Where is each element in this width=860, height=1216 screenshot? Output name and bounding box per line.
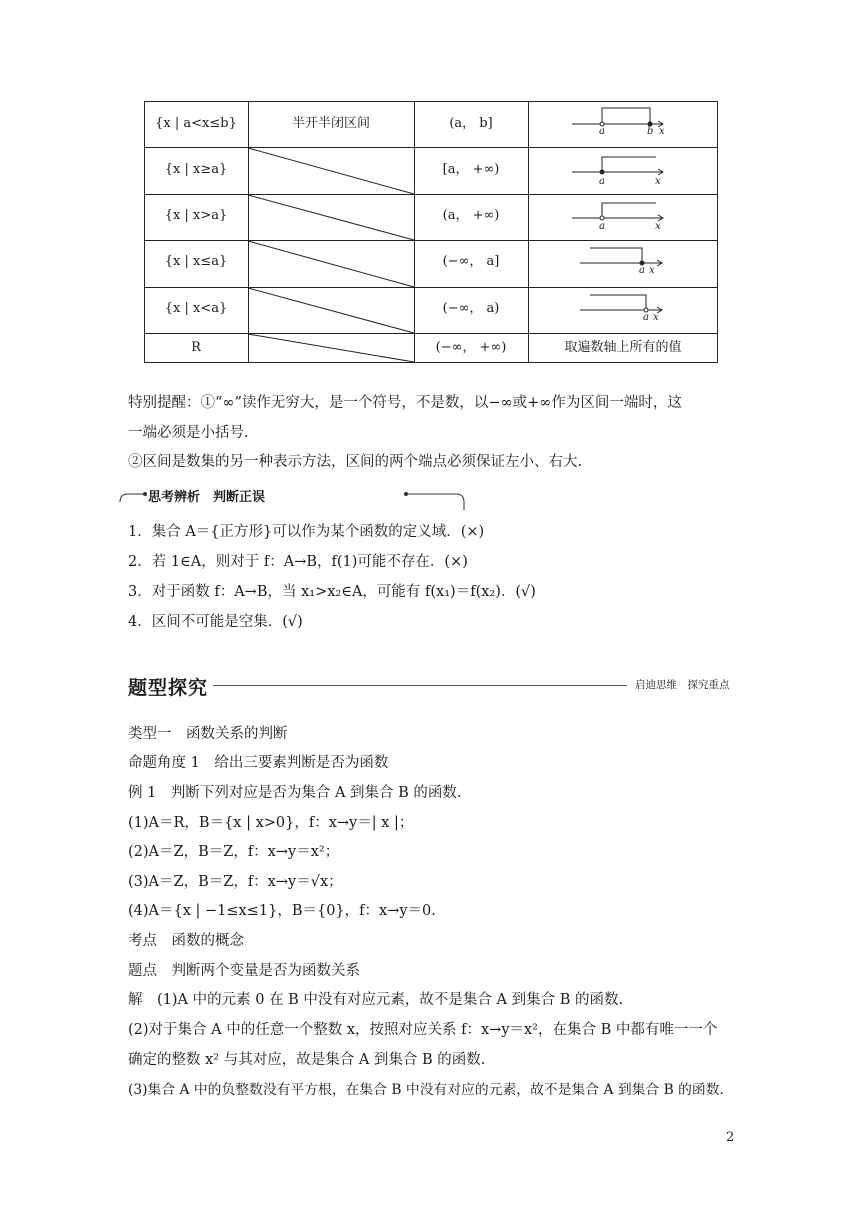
solution-2b: 确定的整数 x² 与其对应，故是集合 A 到集合 B 的函数. <box>128 1052 486 1068</box>
reminder-line-2: 一端必须是小括号. <box>128 425 249 441</box>
interval-name: 半开半闭区间 <box>291 116 370 131</box>
angle-heading: 命题角度 1 给出三要素判断是否为函数 <box>128 755 389 771</box>
graph-label: x <box>655 221 661 232</box>
section-subtitle: 启迪思维 探究重点 <box>635 679 730 691</box>
think-item: 2．若 1∈A，则对于 f：A→B，f(1)可能不存在．(×) <box>128 554 468 570</box>
set-notation: {x | a<x≤b} <box>155 116 237 131</box>
section-rule <box>213 685 627 686</box>
interval-notation: (−∞， a) <box>442 301 500 316</box>
solution-2a: (2)对于集合 A 中的任意一个整数 x，按照对应关系 f：x→y＝x²，在集合 B 中都有唯一一个 <box>128 1022 718 1038</box>
set-notation: R <box>191 340 201 355</box>
question-2: (2)A＝Z，B＝Z，f：x→y＝x²； <box>128 844 340 860</box>
interval-notation: [a， +∞) <box>442 162 500 177</box>
reminder-line-3: ②区间是数集的另一种表示方法，区间的两个端点必须保证左小、右大. <box>128 454 583 470</box>
interval-table <box>144 101 718 363</box>
type-heading: 类型一 函数关系的判断 <box>128 726 288 742</box>
table-grid <box>144 101 718 363</box>
interval-notation: (a， b] <box>449 116 493 131</box>
graph-label: x <box>649 265 655 276</box>
graph-label: x <box>655 176 661 187</box>
graph-label: b <box>647 126 654 137</box>
graph-label: x <box>653 312 659 323</box>
kaodian: 考点 函数的概念 <box>128 933 244 949</box>
think-item: 3．对于函数 f：A→B，当 x₁>x₂∈A，可能有 f(x₁)＝f(x₂)．(√) <box>128 584 536 600</box>
graph-label: a <box>643 312 649 323</box>
graph-label: a <box>639 265 645 276</box>
set-notation: {x | x>a} <box>164 208 228 223</box>
think-item: 1．集合 A＝{正方形}可以作为某个函数的定义域．(×) <box>128 524 485 540</box>
example-title: 例 1 判断下列对应是否为集合 A 到集合 B 的函数. <box>128 785 462 801</box>
interval-graph-text: 取遍数轴上所有的值 <box>564 340 682 355</box>
interval-notation: (−∞， +∞) <box>435 340 507 355</box>
set-notation: {x | x<a} <box>164 301 228 316</box>
graph-label: a <box>599 126 605 137</box>
solution-3: (3)集合 A 中的负整数没有平方根，在集合 B 中没有对应的元素，故不是集合 A 到集合 B 的函数. <box>128 1082 724 1098</box>
interval-notation: (a， +∞) <box>442 208 500 223</box>
question-1: (1)A＝R，B＝{x | x>0}，f：x→y＝| x |； <box>128 815 414 831</box>
think-box-title: 思考辨析 判断正误 <box>148 490 266 505</box>
tidian: 题点 判断两个变量是否为函数关系 <box>128 963 360 979</box>
page-number: 2 <box>726 1130 735 1145</box>
graph-label: x <box>659 126 665 137</box>
graph-label: a <box>599 176 605 187</box>
section-title: 题型探究 <box>128 677 209 699</box>
question-3: (3)A＝Z，B＝Z，f：x→y＝√x； <box>128 874 343 890</box>
interval-notation: (−∞， a] <box>442 254 500 269</box>
solution-1: 解 (1)A 中的元素 0 在 B 中没有对应元素，故不是集合 A 到集合 B 的函数. <box>128 992 624 1008</box>
set-notation: {x | x≤a} <box>164 254 228 269</box>
set-notation: {x | x≥a} <box>164 162 228 177</box>
think-item: 4．区间不可能是空集．(√) <box>128 614 303 630</box>
reminder-line-1: 特别提醒：①“∞”读作无穷大，是一个符号，不是数，以−∞或+∞作为区间一端时，这 <box>128 395 682 411</box>
question-4: (4)A＝{x | −1≤x≤1}，B＝{0}，f：x→y＝0. <box>128 903 436 919</box>
graph-label: a <box>599 221 605 232</box>
